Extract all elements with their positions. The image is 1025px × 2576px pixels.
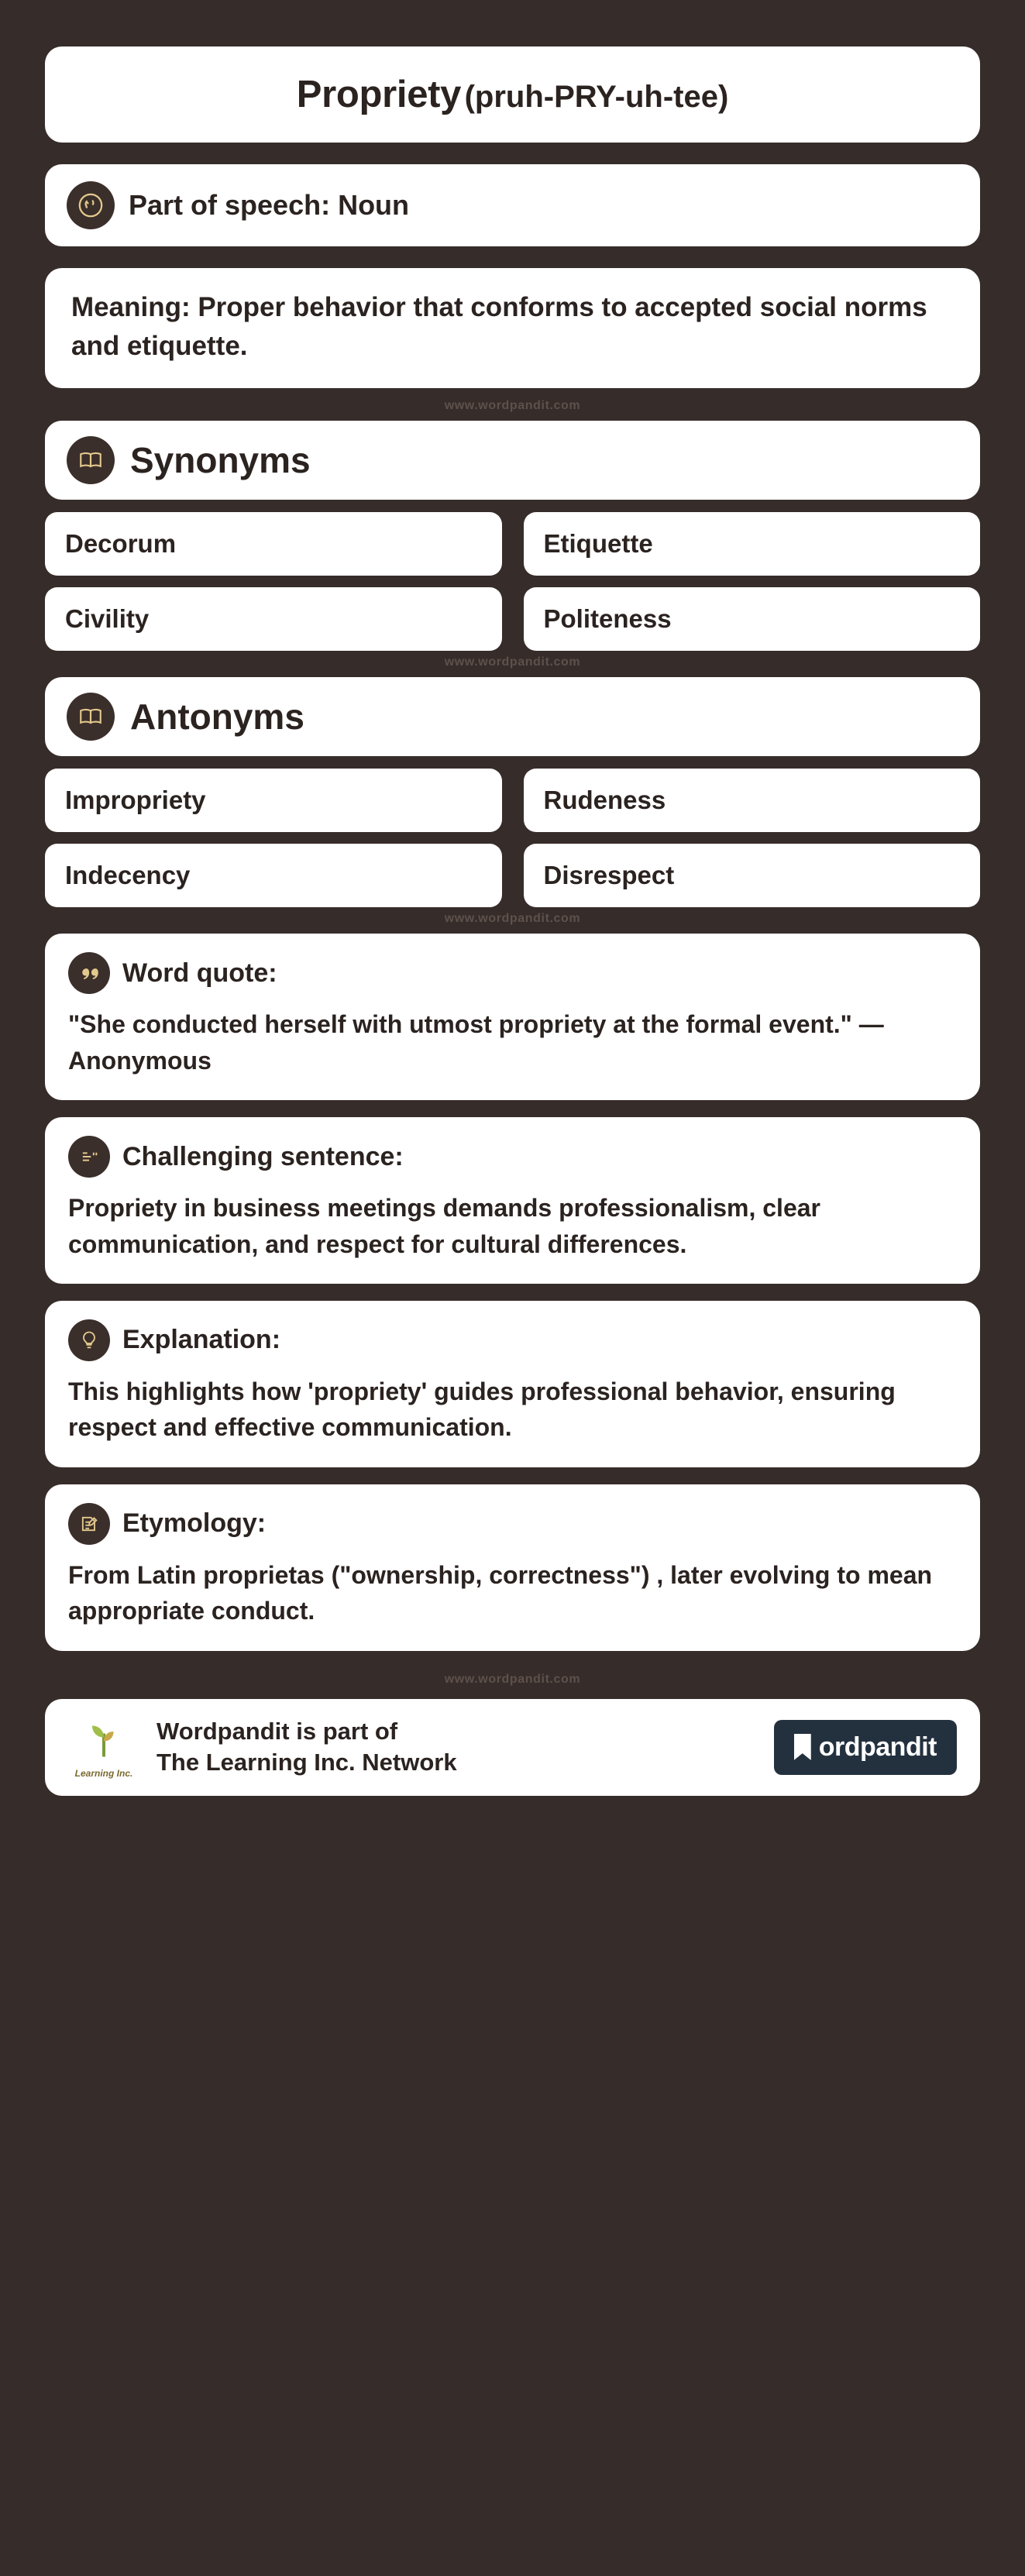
- explanation-header: [68, 1319, 957, 1361]
- antonyms-header: [45, 677, 980, 756]
- synonyms-header: [45, 421, 980, 500]
- open-book-icon: [67, 693, 115, 741]
- watermark: www.wordpandit.com: [444, 399, 581, 413]
- learning-inc-caption: Learning Inc.: [74, 1767, 133, 1779]
- word-quote-title: Word quote:: [122, 958, 277, 988]
- word-title-card: [45, 46, 980, 143]
- etymology-header: [68, 1503, 957, 1545]
- word-quote-card: [45, 934, 980, 1100]
- pronunciation: (pruh-PRY-uh-tee): [464, 80, 729, 114]
- synonyms-grid: [45, 512, 980, 651]
- part-of-speech-text: Part of speech: Noun: [129, 189, 410, 221]
- part-of-speech-card: [45, 164, 980, 246]
- synonym-chip: Politeness: [524, 587, 981, 651]
- open-book-icon: [67, 436, 115, 484]
- lightbulb-icon: [68, 1319, 110, 1361]
- writing-hand-icon: [68, 1503, 110, 1545]
- page-title: Propriety: [296, 74, 462, 115]
- word-quote-header: [68, 952, 957, 994]
- watermark: www.wordpandit.com: [444, 1672, 581, 1686]
- explanation-text: This highlights how 'propriety' guides professional behavior, ensuring respect and effective communication.: [68, 1377, 896, 1442]
- meaning-text: Meaning: Proper behavior that conforms to accepted social norms and etiquette.: [71, 292, 927, 361]
- meaning-card: [45, 268, 980, 388]
- bookmark-icon: [794, 1734, 811, 1760]
- learning-inc-logo: [68, 1716, 139, 1779]
- watermark: www.wordpandit.com: [444, 655, 581, 669]
- synonym-chip: Etiquette: [524, 512, 981, 576]
- antonyms-title: Antonyms: [130, 696, 304, 738]
- wordpandit-brand: [774, 1720, 957, 1775]
- quote-block-icon: [68, 1136, 110, 1178]
- quote-icon: [68, 952, 110, 994]
- etymology-card: [45, 1484, 980, 1651]
- synonyms-title: Synonyms: [130, 440, 311, 481]
- challenging-sentence-text: Propriety in business meetings demands professionalism, clear communication, and respect for cultural differences.: [68, 1194, 820, 1258]
- footer-line-1: Wordpandit is part of: [157, 1718, 398, 1745]
- footer-line-2: The Learning Inc. Network: [157, 1749, 457, 1776]
- explanation-title: Explanation:: [122, 1325, 281, 1355]
- watermark: www.wordpandit.com: [444, 912, 581, 926]
- antonym-chip: Impropriety: [45, 769, 502, 832]
- synonym-chip: Decorum: [45, 512, 502, 576]
- etymology-text: From Latin proprietas ("ownership, correctness") , later evolving to mean appropriate conduct.: [68, 1560, 933, 1625]
- word-quote-text: "She conducted herself with utmost propriety at the formal event." — Anonymous: [68, 1010, 884, 1075]
- brand-label: ordpandit: [818, 1732, 937, 1762]
- antonyms-grid: [45, 769, 980, 907]
- challenging-sentence-title: Challenging sentence:: [122, 1141, 404, 1171]
- speaking-head-icon: [67, 181, 115, 229]
- antonym-chip: Rudeness: [524, 769, 981, 832]
- antonym-chip: Disrespect: [524, 844, 981, 907]
- challenging-sentence-card: [45, 1117, 980, 1284]
- challenging-sentence-header: [68, 1136, 957, 1178]
- explanation-card: [45, 1301, 980, 1467]
- antonym-chip: Indecency: [45, 844, 502, 907]
- footer-card: [45, 1699, 980, 1796]
- footer-text: [157, 1716, 757, 1777]
- synonym-chip: Civility: [45, 587, 502, 651]
- etymology-title: Etymology:: [122, 1508, 267, 1539]
